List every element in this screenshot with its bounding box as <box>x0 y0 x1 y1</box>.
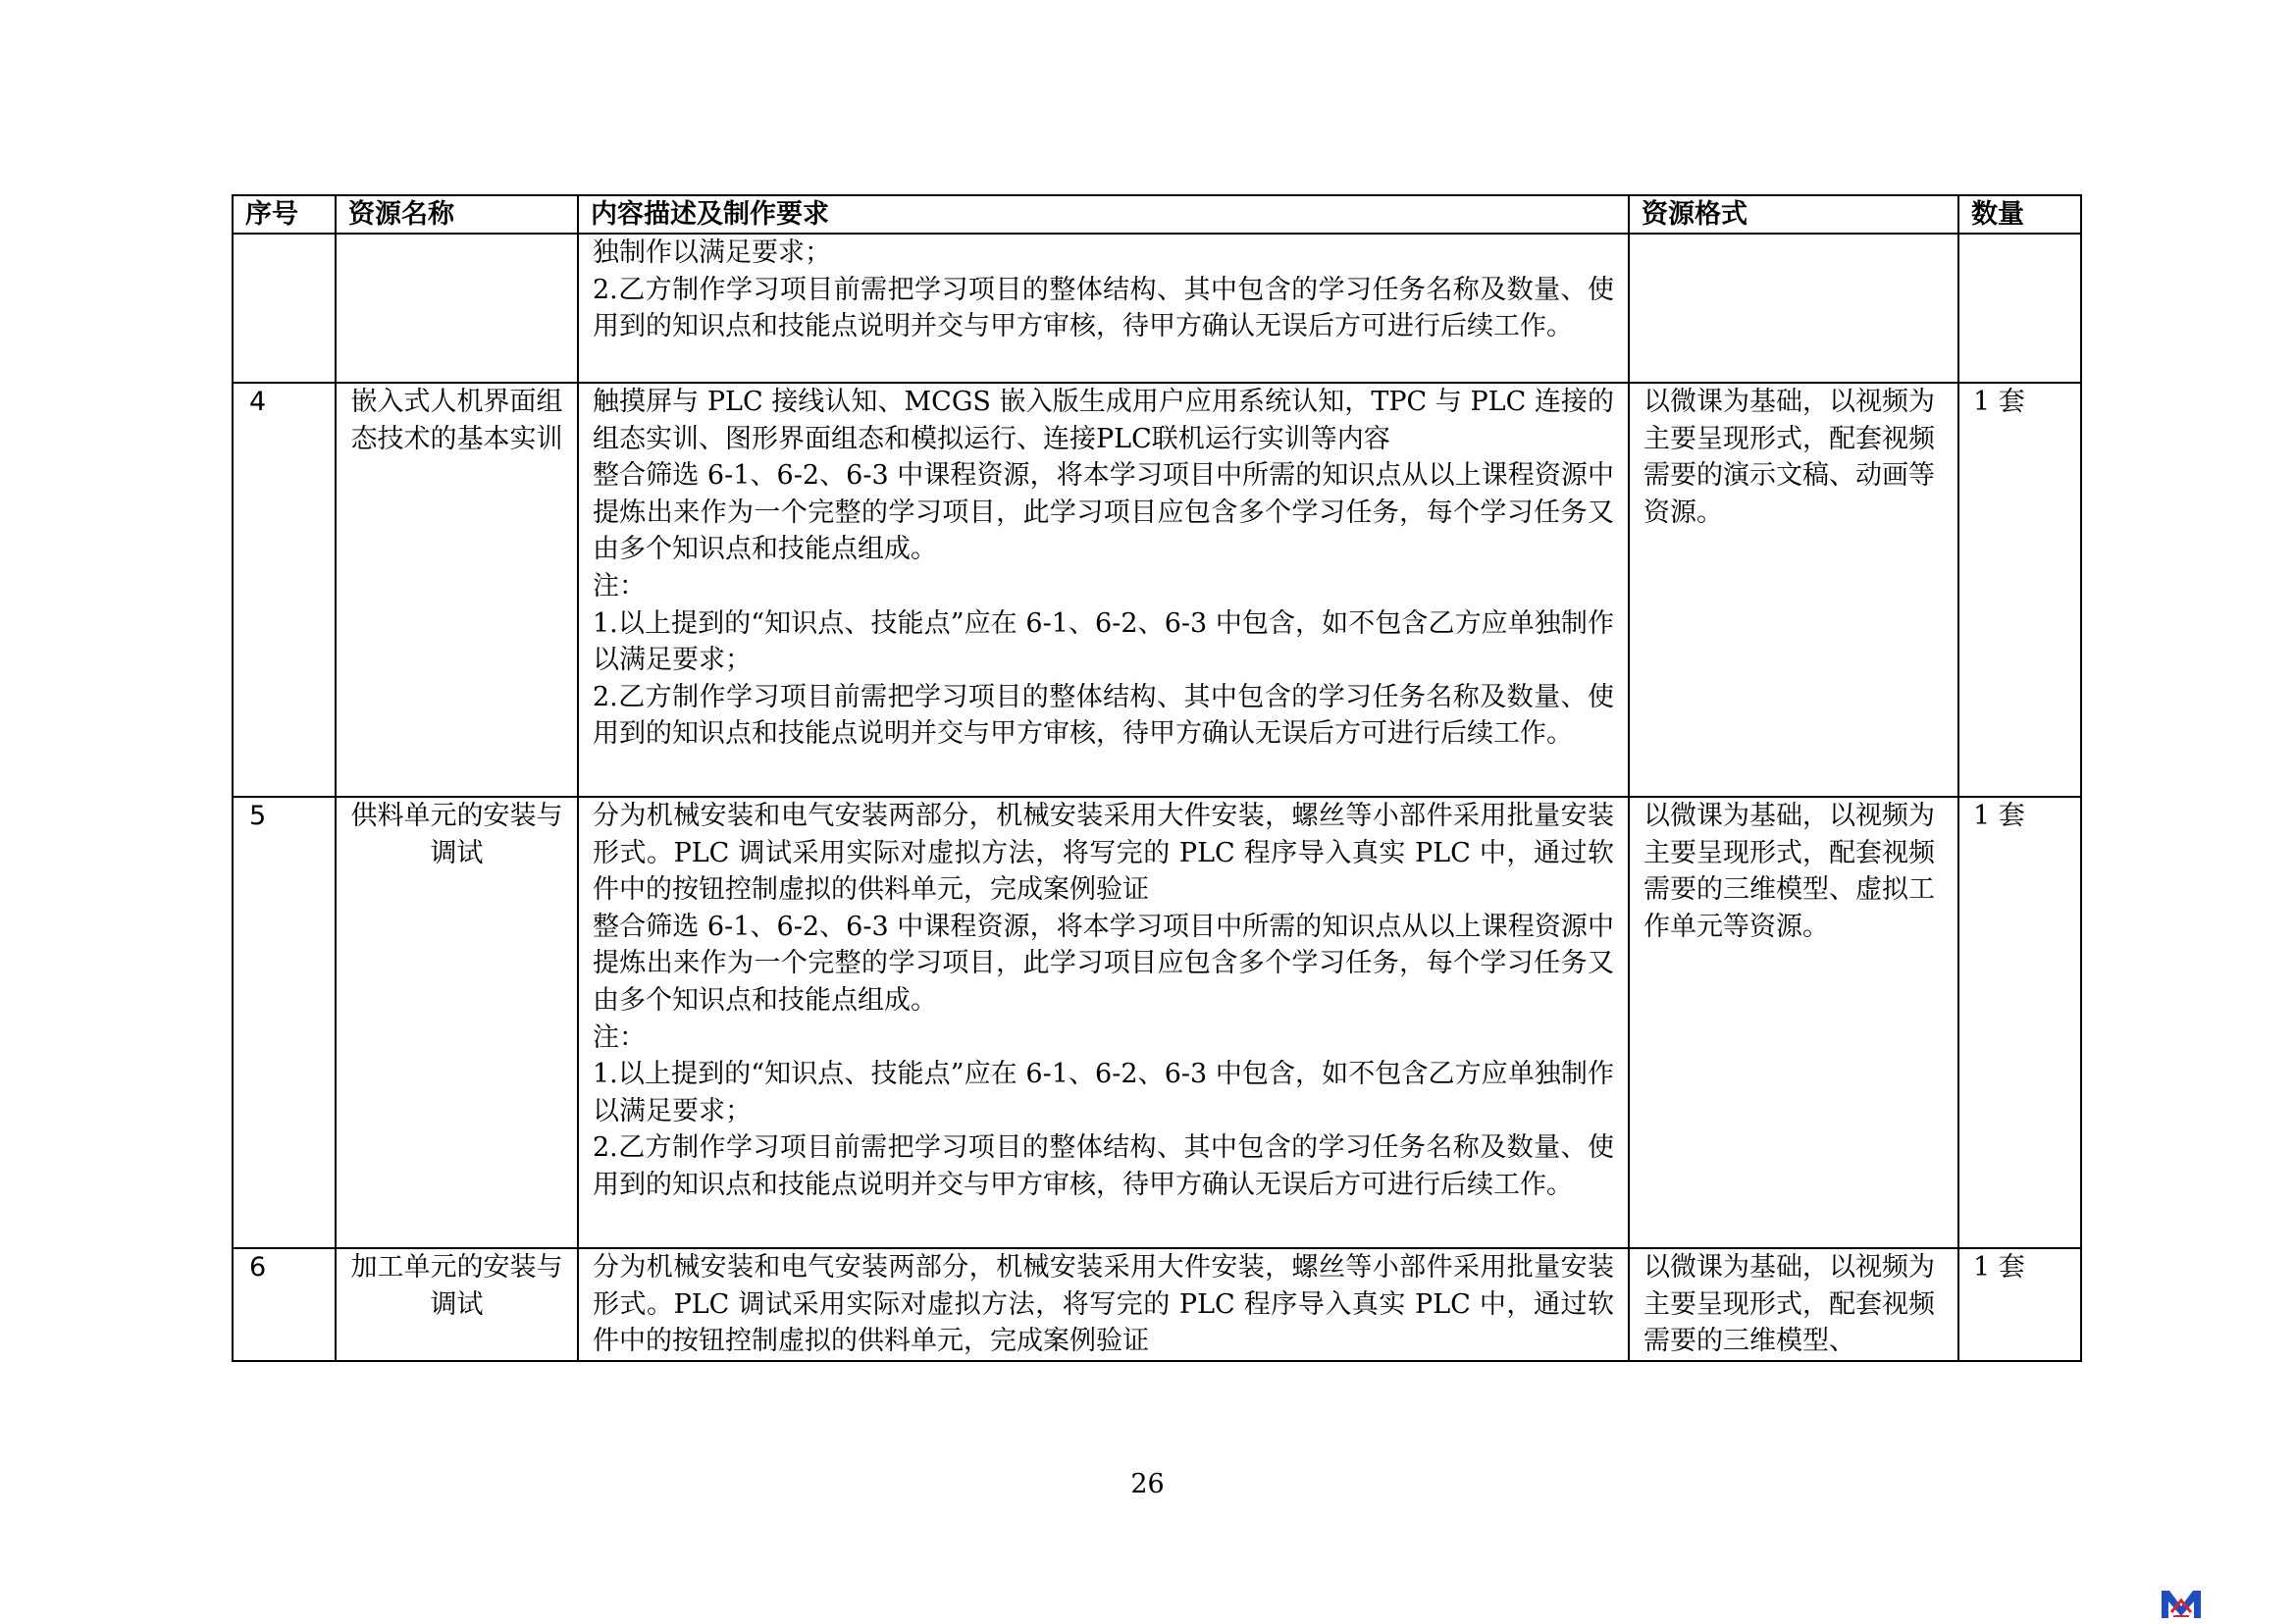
cell-desc <box>578 797 1629 1248</box>
cell-qty <box>1958 797 2081 1248</box>
cell-desc <box>578 234 1629 383</box>
cell-format <box>1629 234 1958 383</box>
desc-paragraph: 分为机械安装和电气安装两部分，机械安装采用大件安装，螺丝等小部件采用批量安装形式。PLC 调试采用实际对虚拟方法，将写完的 PLC 程序导入真实 PLC 中，通过软件中的按钮控制虚拟的供料单元，完成案例验证 <box>593 1252 1614 1357</box>
page-number: 26 <box>1130 1469 1165 1499</box>
row-number: 5 <box>249 801 267 831</box>
resource-name: 嵌入式人机界面组态技术的基本实训 <box>350 387 563 454</box>
cell-qty <box>1958 383 2081 797</box>
quantity: 1 套 <box>1973 1252 2025 1283</box>
cell-desc <box>578 383 1629 797</box>
cell-no <box>233 797 336 1248</box>
cell-desc <box>578 1248 1629 1361</box>
cell-qty <box>1958 1248 2081 1361</box>
desc-paragraph: 1.以上提到的“知识点、技能点”应在 6-1、6-2、6-3 中包含，如不包含乙方应单独制作以满足要求； <box>593 607 1614 676</box>
resource-format: 以微课为基础，以视频为主要呈现形式，配套视频需要的三维模型、虚拟工作单元等资源。 <box>1643 801 1935 942</box>
desc-paragraph: 2.乙方制作学习项目前需把学习项目的整体结构、其中包含的学习任务名称及数量、使用到的知识点和技能点说明并交与甲方审核，待甲方确认无误后方可进行后续工作。 <box>593 681 1614 750</box>
table-row <box>233 383 2081 797</box>
header-no: 序号 <box>233 195 336 234</box>
row-number: 4 <box>249 387 267 417</box>
resource-format: 以微课为基础，以视频为主要呈现形式，配套视频需要的三维模型、 <box>1643 1252 1935 1357</box>
row-number: 6 <box>249 1252 267 1283</box>
resource-name: 加工单元的安装与调试 <box>350 1252 563 1320</box>
cell-name <box>336 1248 578 1361</box>
cell-name <box>336 797 578 1248</box>
quantity: 1 套 <box>1973 387 2025 417</box>
description <box>579 798 1628 1204</box>
desc-paragraph: 2.乙方制作学习项目前需把学习项目的整体结构、其中包含的学习任务名称及数量、使用到的知识点和技能点说明并交与甲方审核，待甲方确认无误后方可进行后续工作。 <box>593 1132 1614 1200</box>
cell-no <box>233 383 336 797</box>
table-row <box>233 1248 2081 1361</box>
cell-format <box>1629 1248 1958 1361</box>
quantity: 1 套 <box>1973 801 2025 831</box>
description <box>579 235 1628 345</box>
cell-no <box>233 234 336 383</box>
desc-paragraph: 独制作以满足要求； <box>593 237 831 268</box>
desc-paragraph: 1.以上提到的“知识点、技能点”应在 6-1、6-2、6-3 中包含，如不包含乙方应单独制作以满足要求； <box>593 1059 1614 1126</box>
cell-qty <box>1958 234 2081 383</box>
description <box>579 384 1628 753</box>
cell-format <box>1629 383 1958 797</box>
header-format: 资源格式 <box>1629 195 1958 234</box>
desc-paragraph: 2.乙方制作学习项目前需把学习项目的整体结构、其中包含的学习任务名称及数量、使用到的知识点和技能点说明并交与甲方审核，待甲方确认无误后方可进行后续工作。 <box>593 274 1614 342</box>
resource-table <box>232 194 2082 1362</box>
table-row <box>233 234 2081 383</box>
desc-paragraph: 触摸屏与 PLC 接线认知、MCGS 嵌入版生成用户应用系统认知，TPC 与 PLC 连接的组态实训、图形界面组态和模拟运行、连接PLC联机运行实训等内容 <box>593 387 1614 454</box>
table-row <box>233 797 2081 1248</box>
resource-format: 以微课为基础，以视频为主要呈现形式，配套视频需要的演示文稿、动画等资源。 <box>1643 387 1935 528</box>
header-name: 资源名称 <box>336 195 578 234</box>
resource-name: 供料单元的安装与调试 <box>350 801 563 868</box>
desc-paragraph: 注： <box>593 570 646 602</box>
desc-paragraph: 整合筛选 6-1、6-2、6-3 中课程资源，将本学习项目中所需的知识点从以上课程资源中提炼出来作为一个完整的学习项目，此学习项目应包含多个学习任务，每个学习任务又由多个知识点和技能点组成。 <box>593 460 1614 565</box>
cell-format <box>1629 797 1958 1248</box>
desc-paragraph: 注： <box>593 1022 646 1053</box>
header-desc: 内容描述及制作要求 <box>578 195 1629 234</box>
table-header-row <box>233 195 2081 234</box>
description <box>579 1249 1628 1360</box>
header-qty: 数量 <box>1958 195 2081 234</box>
cell-name <box>336 234 578 383</box>
desc-paragraph: 分为机械安装和电气安装两部分，机械安装采用大件安装，螺丝等小部件采用批量安装形式。PLC 调试采用实际对虚拟方法，将写完的 PLC 程序导入真实 PLC 中，通过软件中的按钮控制虚拟的供料单元，完成案例验证 <box>593 801 1614 906</box>
cell-no <box>233 1248 336 1361</box>
corner-logo-icon <box>2160 1587 2203 1620</box>
cell-name <box>336 383 578 797</box>
desc-paragraph: 整合筛选 6-1、6-2、6-3 中课程资源，将本学习项目中所需的知识点从以上课程资源中提炼出来作为一个完整的学习项目，此学习项目应包含多个学习任务，每个学习任务又由多个知识点和技能点组成。 <box>593 911 1614 1016</box>
